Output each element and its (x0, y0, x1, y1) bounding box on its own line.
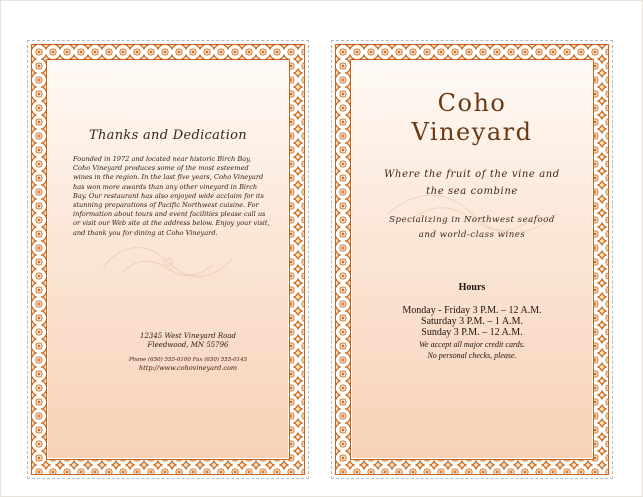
specialty-line-1: Specializing in Northwest seafood (389, 215, 555, 225)
right-panel (352, 61, 592, 458)
payment-note-line-2: No personal checks, please. (427, 351, 517, 360)
address-line-2: Fleedwood, MN 55796 (147, 341, 229, 349)
left-page (27, 40, 309, 479)
title-line-1: Coho (437, 89, 507, 117)
decorative-swirl (93, 237, 243, 287)
tagline (362, 166, 582, 200)
payment-note-line-1: We accept all major credit cards. (419, 340, 525, 349)
payment-note (352, 339, 592, 361)
title-line-2: Vineyard (411, 118, 533, 146)
specialty-line-2: and world-class wines (418, 230, 526, 240)
address-line-1: 12345 West Vineyard Road (139, 332, 237, 340)
phone-fax-line: Phone (650) 555-0100 Fax (650) 555-0145 (128, 357, 248, 363)
tagline-line-1: Where the fruit of the vine and (384, 169, 560, 180)
right-page (331, 40, 613, 479)
body-paragraph: Founded in 1972 and located near historic Birch Bay, Coho Vineyard produces some of the most esteemed wines in the region. In the last five years, Coho Vineyard has won more awards than any other vineyard in Birch Bay. Our restaurant has also enjoyed wide acclaim for its stunning preparations of Pacific Northwest cuisine. For information about tours and event facilities please call us or visit our Web site at the address below. Enjoy your visit, and thank you for dining at Coho Vineyard. (73, 155, 270, 237)
website-link[interactable]: http://www.cohovineyard.com (138, 364, 238, 372)
hours-heading: Hours (458, 282, 486, 293)
tagline-line-2: the sea combine (426, 186, 518, 197)
hours-weekday: Monday - Friday 3 P.M. – 12 A.M. (402, 305, 542, 316)
hours-sunday: Sunday 3 P.M. – 12 A.M. (421, 327, 523, 338)
hours-list (352, 305, 592, 338)
heading: Thanks and Dedication (89, 128, 247, 143)
hours-saturday: Saturday 3 P.M. – 1 A.M. (421, 316, 523, 327)
restaurant-title (352, 89, 592, 147)
left-panel (48, 61, 288, 458)
specialty-text (362, 213, 582, 243)
contact-block (118, 332, 258, 372)
